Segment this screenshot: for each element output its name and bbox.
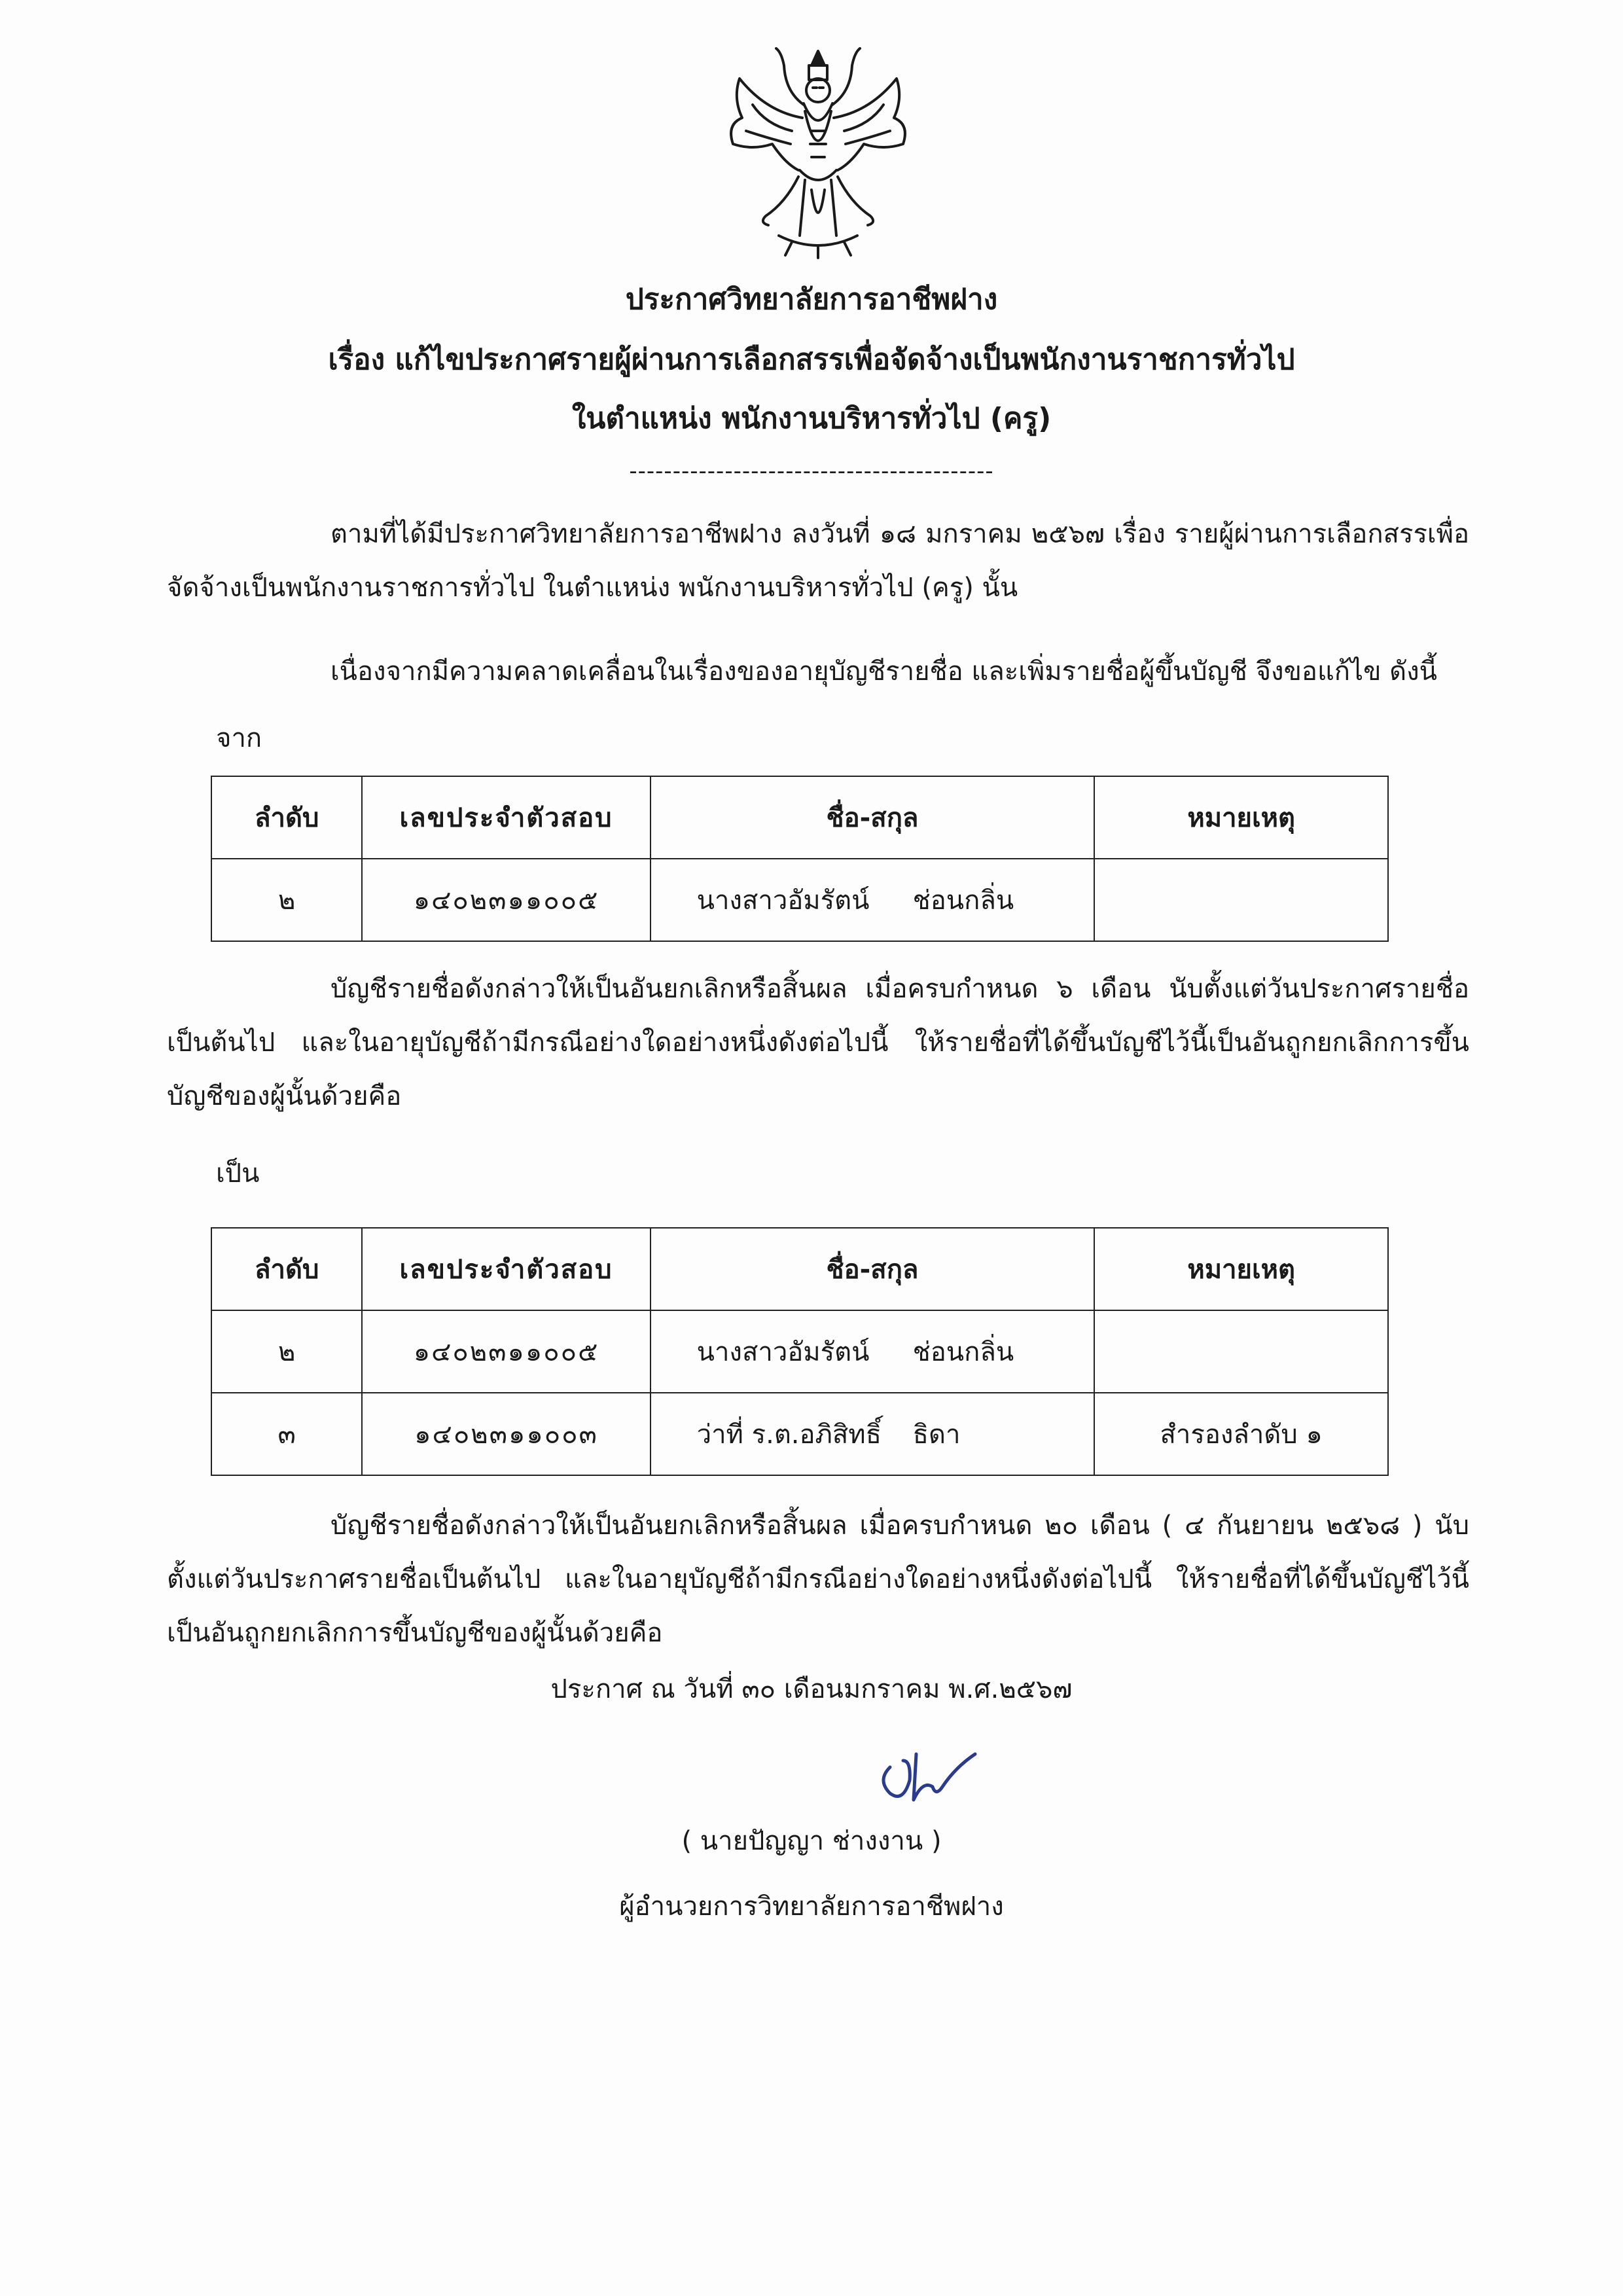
- cell-name: [651, 859, 1095, 941]
- cell-note: สำรองลำดับ ๑: [1094, 1393, 1388, 1475]
- table-corrected-list: [211, 1227, 1389, 1476]
- first-name: นางสาวอัมรัตน์: [696, 1337, 870, 1367]
- last-name: ช่อนกลิ่น: [912, 1337, 1014, 1367]
- column-header-note: หมายเหตุ: [1094, 776, 1388, 859]
- cell-exam-id: ๑๔๐๒๓๑๑๐๐๓: [362, 1393, 650, 1475]
- cell-note: [1094, 859, 1388, 941]
- cell-exam-id: ๑๔๐๒๓๑๑๐๐๕: [362, 859, 650, 941]
- table-header-row: [211, 1228, 1388, 1310]
- garuda-emblem-icon: [713, 39, 923, 262]
- table-original-list: [211, 776, 1389, 942]
- column-header-no: ลำดับ: [211, 776, 362, 859]
- title-divider: ------------------------------------------: [629, 458, 994, 484]
- signer-name: ( นายปัญญา ช่างงาน ): [681, 1826, 942, 1856]
- first-name: ว่าที่ ร.ต.อภิสิทธิ์: [696, 1420, 882, 1450]
- cell-no: ๓: [211, 1393, 362, 1475]
- announcement-subject: เรื่อง แก้ไขประกาศรายผู้ผ่านการเลือกสรรเพื่อจัดจ้างเป็นพนักงานราชการทั่วไป: [328, 343, 1295, 376]
- announcement-date: ประกาศ ณ วันที่ ๓๐ เดือนมกราคม พ.ศ.๒๕๖๗: [550, 1674, 1073, 1704]
- label-to: เป็น: [216, 1158, 260, 1189]
- table-header-row: [211, 776, 1388, 859]
- signature-icon: [870, 1741, 988, 1813]
- column-header-exam-id: เลขประจำตัวสอบ: [362, 776, 650, 859]
- cell-name: [651, 1310, 1095, 1393]
- last-name: ช่อนกลิ่น: [912, 886, 1014, 916]
- paragraph-validity-corrected: บัญชีรายชื่อดังกล่าวให้เป็นอันยกเลิกหรือสิ้นผล เมื่อครบกำหนด ๒๐ เดือน ( ๔ กันยายน ๒๕๖๘ ) นับตั้งแต่วันประกาศรายชื่อเป็นต้นไป และในอายุบัญชีถ้ามีกรณีอย่างใดอย่างหนึ่งดังต่อไปนี้ ให้รายชื่อที่ได้ขึ้นบัญชีไว้นี้เป็นอันถูกยกเลิกการขึ้นบัญชีของผู้นั้นด้วยคือ: [167, 1511, 1469, 1648]
- table-row: [211, 1393, 1388, 1475]
- cell-no: ๒: [211, 859, 362, 941]
- table-row: [211, 1310, 1388, 1393]
- column-header-no: ลำดับ: [211, 1228, 362, 1310]
- cell-no: ๒: [211, 1310, 362, 1393]
- cell-note: [1094, 1310, 1388, 1393]
- first-name: นางสาวอัมรัตน์: [696, 886, 870, 916]
- last-name: ธิดา: [912, 1420, 961, 1450]
- announcement-title: ประกาศวิทยาลัยการอาชีพฝาง: [625, 283, 998, 316]
- announcement-position: ในตำแหน่ง พนักงานบริหารทั่วไป (ครู): [571, 402, 1052, 435]
- label-from: จาก: [216, 723, 262, 753]
- column-header-note: หมายเหตุ: [1094, 1228, 1388, 1310]
- cell-exam-id: ๑๔๐๒๓๑๑๐๐๕: [362, 1310, 650, 1393]
- paragraph-reason: เนื่องจากมีความคลาดเคลื่อนในเรื่องของอายุบัญชีรายชื่อ และเพิ่มรายชื่อผู้ขึ้นบัญชี จึงขอแก้ไข ดังนี้: [330, 656, 1437, 687]
- signer-title: ผู้อำนวยการวิทยาลัยการอาชีพฝาง: [619, 1892, 1004, 1922]
- table-row: [211, 859, 1388, 941]
- paragraph-reference: ตามที่ได้มีประกาศวิทยาลัยการอาชีพฝาง ลงวันที่ ๑๘ มกราคม ๒๕๖๗ เรื่อง รายผู้ผ่านการเลือกสรรเพื่อจัดจ้างเป็นพนักงานราชการทั่วไป ในตำแหน่ง พนักงานบริหารทั่วไป (ครู) นั้น: [167, 519, 1469, 603]
- column-header-exam-id: เลขประจำตัวสอบ: [362, 1228, 650, 1310]
- cell-name: [651, 1393, 1095, 1475]
- paragraph-validity-original: บัญชีรายชื่อดังกล่าวให้เป็นอันยกเลิกหรือสิ้นผล เมื่อครบกำหนด ๖ เดือน นับตั้งแต่วันประกาศรายชื่อเป็นต้นไป และในอายุบัญชีถ้ามีกรณีอย่างใดอย่างหนึ่งดังต่อไปนี้ ให้รายชื่อที่ได้ขึ้นบัญชีไว้นี้เป็นอันถูกยกเลิกการขึ้นบัญชีของผู้นั้นด้วยคือ: [167, 974, 1469, 1111]
- column-header-name: ชื่อ-สกุล: [651, 776, 1095, 859]
- column-header-name: ชื่อ-สกุล: [651, 1228, 1095, 1310]
